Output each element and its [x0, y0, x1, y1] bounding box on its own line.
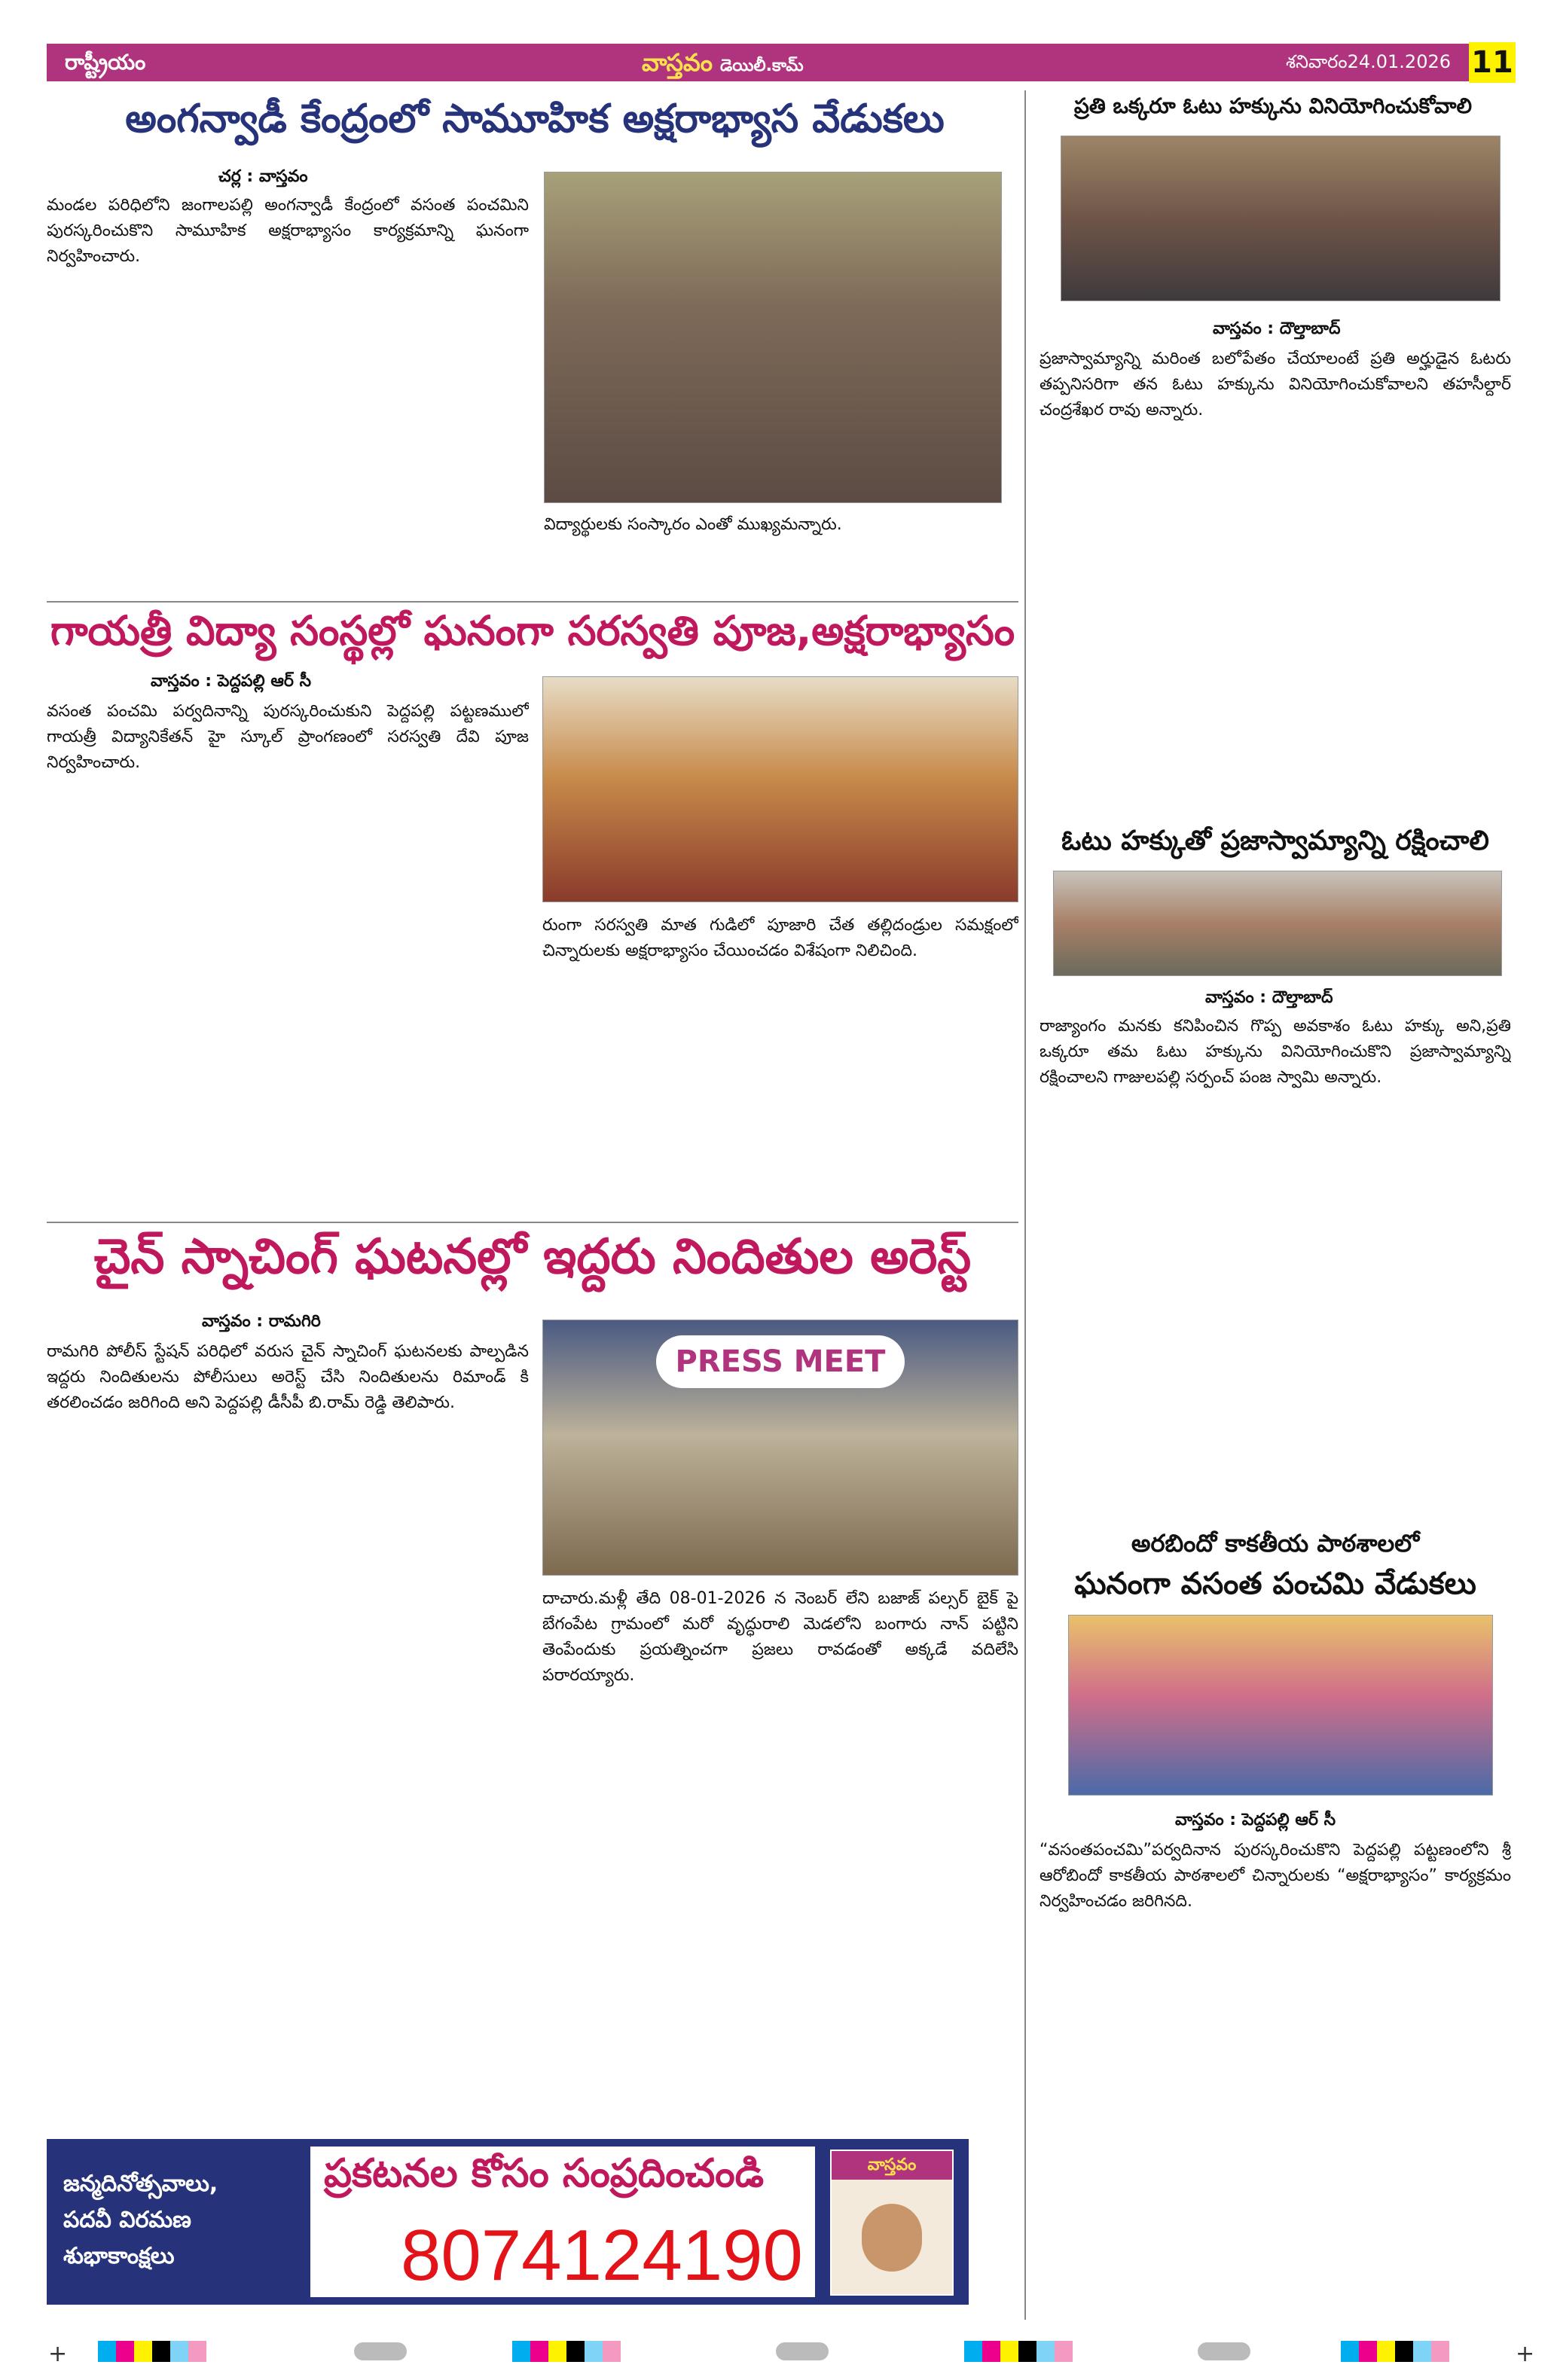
byline-democracy: వాస్తవం : దౌల్తాబాద్ — [1205, 988, 1333, 1007]
headline-aurobindo-line1: అరబిందో కాకతీయ పాఠశాలలో — [1131, 1529, 1420, 1558]
ad-banner[interactable] — [47, 2139, 969, 2305]
article-aurobindo-body: “వసంతపంచమి”పర్వదినాన పురస్కరించుకొని పెద్దపల్లి పట్టణంలోని శ్రీ ఆరోబిందో కాకతీయ పాఠశాలలో చిన్నారులకు “అక్షరాభ్యాసం” కార్యక్రమం నిర్వహించడం జరిగినది. — [1040, 1841, 1511, 1911]
headline-anganwadi: అంగన్వాడీ కేంద్రంలో సామూహిక అక్షరాభ్యాస వేడుకలు — [125, 96, 945, 142]
ad-greetings — [63, 2166, 289, 2275]
column-divider — [1024, 90, 1026, 2320]
color-strip — [512, 2341, 621, 2362]
headline-aurobindo-line2: ఘనంగా వసంత పంచమి వేడుకలు — [1074, 1567, 1476, 1601]
photo-vote — [1061, 136, 1501, 301]
headline-chain: చైన్ స్నాచింగ్ ఘటనల్లో ఇద్దరు నిందితుల అరెస్ట్ — [93, 1229, 972, 1285]
article-gayatri-col2: రుంగా సరస్వతి మాత గుడిలో పూజారి చేత తల్లిదండ్రుల సమక్షంలో చిన్నారులకు అక్షరాభ్యాసం చేయించడం విశేషంగా నిలిచింది. — [542, 916, 1018, 960]
ad-title: ప్రకటనల కోసం సంప్రదించండి — [324, 2151, 765, 2196]
portrait-icon — [862, 2204, 922, 2272]
headline-gayatri: గాయత్రీ విద్యా సంస్థల్లో ఘనంగా సరస్వతి పూజ,అక్షరాభ్యాసం — [50, 607, 1015, 654]
article-vote-body: ప్రజాస్వామ్యాన్ని మరింత బలోపేతం చేయాలంటే ప్రతి అర్హుడైన ఓటరు తప్పనిసరిగా తన ఓటు హక్కును వినియోగించుకోవాలని తహసీల్దార్ చంద్రశేఖర రావు అన్నారు. — [1040, 349, 1511, 420]
ad-thumb-brand: వాస్తవం — [832, 2151, 952, 2180]
section-rule — [47, 1222, 1018, 1223]
byline-vote: వాస్తవం : దౌల్తాబాద్ — [1213, 319, 1341, 338]
page-number: 11 — [1469, 42, 1516, 83]
print-pill-mark — [1198, 2342, 1250, 2360]
photo-anganwadi — [544, 172, 1002, 503]
photo-democracy — [1053, 871, 1502, 976]
byline-anganwadi: చర్ల : వాస్తవం — [218, 167, 308, 186]
article-gayatri-col1: వసంత పంచమి పర్వదినాన్ని పురస్కరించుకుని పెద్దపల్లి పట్టణములో గాయత్రీ విద్యానికేతన్ హై స్కూల్ ప్రాంగణంలో సరస్వతి దేవి పూజ నిర్వహించారు. — [47, 702, 529, 772]
section-rule — [47, 601, 1018, 603]
byline-gayatri: వాస్తవం : పెద్దపల్లి ఆర్ సీ — [151, 672, 312, 691]
brand-name: వాస్తవం — [642, 48, 713, 77]
ad-greeting-line: పదవీ విరమణ — [63, 2207, 191, 2233]
ad-greeting-line: శుభాకాంక్షలు — [63, 2243, 175, 2269]
masthead-bar — [47, 44, 1469, 81]
article-democracy-body: రాజ్యాంగం మనకు కనిపించిన గొప్ప అవకాశం ఓటు హక్కు అని,ప్రతి ఒక్కరూ తమ ఓటు హక్కును వినియోగించుకొని ప్రజాస్వామ్యాన్ని రక్షించాలని గాజులపల్లి సర్పంచ్ పంజ స్వామి అన్నారు. — [1040, 1017, 1511, 1087]
color-strip — [964, 2341, 1073, 2362]
article-chain-col1: రామగిరి పోలీస్ స్టేషన్ పరిధిలో వరుస చైన్ స్నాచింగ్ ఘటనలకు పాల్పడిన ఇద్దరు నిందితులను పోలీసులు అరెస్ట్ చేసి నిందితులను రిమాండ్ కి తరలించడం జరిగింది అని పెద్దపల్లి డీసీపీ బి.రామ్ రెడ్డి తెలిపారు. — [47, 1342, 529, 1412]
print-pill-mark — [776, 2342, 829, 2360]
article-anganwadi-col2: విద్యార్థులకు సంస్కారం ఎంతో ముఖ్యమన్నారు. — [544, 515, 842, 534]
article-anganwadi-col1: మండల పరిధిలోని జంగాలపల్లి అంగన్వాడీ కేంద్రంలో వసంత పంచమిని పురస్కరించుకొని సామూహిక అక్షరాభ్యాసం కార్యక్రమాన్ని ఘనంగా నిర్వహించారు. — [47, 196, 529, 266]
byline-chain: వాస్తవం : రామగిరి — [202, 1312, 321, 1331]
section-label: రాష్ట్రీయం — [65, 50, 146, 75]
photo-aurobindo — [1068, 1615, 1493, 1796]
headline-vote: ప్రతి ఒక్కరూ ఓటు హక్కును వినియోగించుకోవాలి — [1073, 93, 1473, 118]
photo-chain — [542, 1320, 1018, 1576]
print-pill-mark — [354, 2342, 407, 2360]
photo-gayatri — [542, 676, 1018, 902]
byline-aurobindo: వాస్తవం : పెద్దపల్లి ఆర్ సీ — [1175, 1811, 1336, 1829]
ad-phone[interactable]: 8074124190 — [401, 2215, 803, 2296]
headline-democracy: ఓటు హక్కుతో ప్రజాస్వామ్యాన్ని రక్షించాలి — [1061, 825, 1489, 856]
registration-mark-icon: + — [48, 2341, 68, 2367]
brand-sub: డెయిలీ.కామ్ — [719, 56, 804, 75]
registration-mark-icon: + — [1516, 2341, 1535, 2367]
ad-contact-panel — [310, 2147, 815, 2297]
article-chain-col2: దాచారు.మళ్లీ తేది 08-01-2026 న నెంబర్ లేని బజాజ్ పల్సర్ బైక్ పై బేగంపేట గ్రామంలో మరో వృద్ధురాలి మెడలోని బంగారు నాన్ పట్టిని తెంపేందుకు ప్రయత్నించగా ప్రజలు రావడంతో అక్కడే వదిలేసి పరారయ్యారు. — [542, 1589, 1018, 1685]
issue-date: శనివారం24.01.2026 — [1285, 51, 1451, 72]
color-strip — [1341, 2341, 1449, 2362]
ad-thumbnail — [830, 2150, 954, 2296]
photo-banner: PRESS MEET — [656, 1335, 905, 1388]
color-strip — [98, 2341, 206, 2362]
brand-logo — [642, 48, 804, 83]
ad-greeting-line: జన్మదినోత్సవాలు, — [63, 2171, 218, 2197]
